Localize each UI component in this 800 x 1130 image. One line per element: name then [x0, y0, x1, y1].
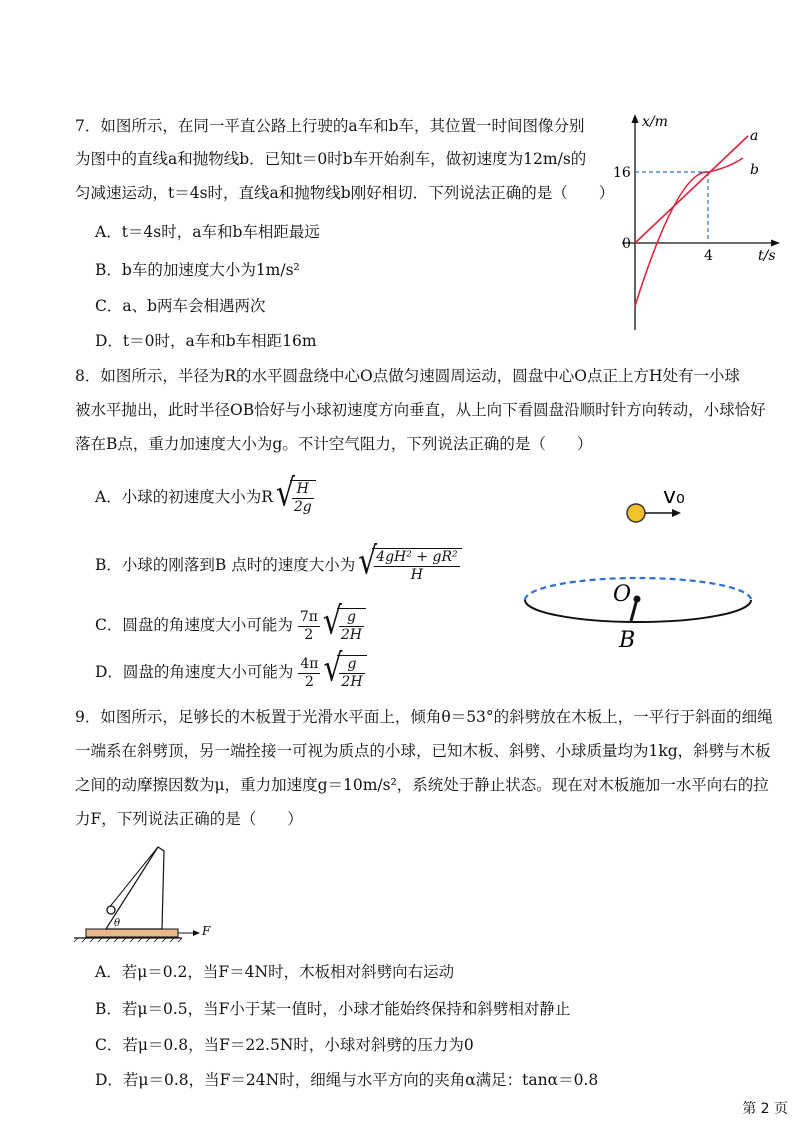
center-o-label: O [613, 582, 632, 607]
sqrt-expression: √ $\frac{g}{2H}$ [325, 608, 366, 644]
page-number: 第 2 页 [742, 1101, 788, 1117]
q8-option-b: B．小球的刚落到B 点时的速度大小为 √ $\frac{\text{4gH² + gR²}}{H}$ [95, 548, 462, 584]
q9-line-2: 一端系在斜劈顶，另一端拴接一可视为质点的小球，已知木板、斜劈、小球质量均为1kg，斜劈与木板 [75, 742, 771, 760]
q8-option-d: D．圆盘的角速度大小可能为 $\frac{4\pi}{2}$ √ $\frac{g}{2H}$ [95, 655, 367, 691]
q8-line-1: 8．如图所示，半径为R的水平圆盘绕中心O点做匀速圆周运动，圆盘中心O点正上方H处有一小球 [75, 367, 740, 385]
sqrt-expression: √ $\frac{\text{4gH² + gR²}}{H}$ [360, 548, 461, 584]
q9-incline-figure [72, 843, 222, 943]
small-ball [107, 906, 115, 914]
v0-label: v₀ [663, 484, 685, 509]
q9-option-d: D．若μ＝0.8，当F＝24N时，细绳与水平方向的夹角α满足：tanα＝0.8 [95, 1071, 599, 1089]
wedge [106, 847, 164, 929]
q9-option-b: B．若μ＝0.5，当F小于某一值时，小球才能始终保持和斜劈相对静止 [95, 1000, 571, 1018]
wood-board [86, 929, 178, 937]
q7-line-1: 7．如图所示，在同一平直公路上行驶的a车和b车，其位置一时间图像分别 [75, 117, 585, 135]
radius-ob [631, 599, 637, 621]
force-label: F [202, 924, 211, 938]
q7-option-b: B．b车的加速度大小为1m/s² [95, 261, 300, 279]
y-tick-16: 16 [613, 165, 631, 181]
x-tick-4: 4 [704, 248, 713, 264]
q7-option-a: A．t＝4s时，a车和b车相距最远 [95, 223, 320, 241]
origin-label: 0 [622, 236, 631, 252]
point-b-label: B [619, 628, 636, 653]
q9-line-4: 力F，下列说法正确的是（ ） [75, 810, 303, 828]
q9-line-1: 9．如图所示，足够长的木板置于光滑水平面上，倾角θ＝53°的斜劈放在木板上，一平行于斜面的细绳 [75, 708, 773, 726]
q9-option-c: C．若μ＝0.8，当F＝22.5N时，小球对斜劈的压力为0 [95, 1036, 474, 1054]
y-axis-label: x/m [642, 114, 668, 130]
q8-option-a: A．小球的初速度大小为R √ $\frac{H}{2g}$ [95, 480, 316, 516]
q8-line-3: 落在B点，重力加速度大小为g。不计空气阻力，下列说法正确的是（ ） [75, 435, 593, 453]
line-a [635, 136, 748, 243]
line-a-label: a [750, 128, 759, 144]
disk-front-arc [525, 600, 751, 622]
parabola-b [635, 158, 743, 306]
line-b-label: b [750, 162, 759, 178]
q7-option-d: D．t＝0时，a车和b车相距16m [95, 332, 317, 350]
q8-line-2: 被水平抛出，此时半径OB恰好与小球初速度方向垂直，从上向下看圆盘沿顺时针方向转动，小球恰好 [75, 401, 766, 419]
q8-disk-figure [515, 475, 765, 660]
sqrt-expression: √ $\frac{g}{2H}$ [325, 655, 366, 691]
x-axis-label: t/s [758, 248, 776, 264]
sqrt-expression: √ $\frac{H}{2g}$ [278, 480, 316, 516]
q7-line-3: 匀减速运动，t＝4s时，直线a和抛物线b刚好相切．下列说法正确的是（ ） [75, 184, 615, 202]
q8-option-c: C．圆盘的角速度大小可能为 $\frac{7\pi}{2}$ √ $\frac{g}{2H}$ [95, 608, 366, 644]
q7-option-c: C．a、b两车会相遇两次 [95, 297, 266, 315]
ball [627, 504, 645, 522]
theta-label: θ [114, 918, 121, 929]
q7-line-2: 为图中的直线a和抛物线b．已知t＝0时b车开始刹车，做初速度为12m/s的 [75, 150, 587, 168]
q9-line-3: 之间的动摩擦因数为μ，重力加速度g＝10m/s²，系统处于静止状态。现在对木板施加一水平向右的拉 [75, 776, 769, 794]
q7-position-time-graph [600, 110, 790, 340]
q9-option-a: A．若μ＝0.2，当F＝4N时，木板相对斜劈向右运动 [95, 963, 455, 981]
